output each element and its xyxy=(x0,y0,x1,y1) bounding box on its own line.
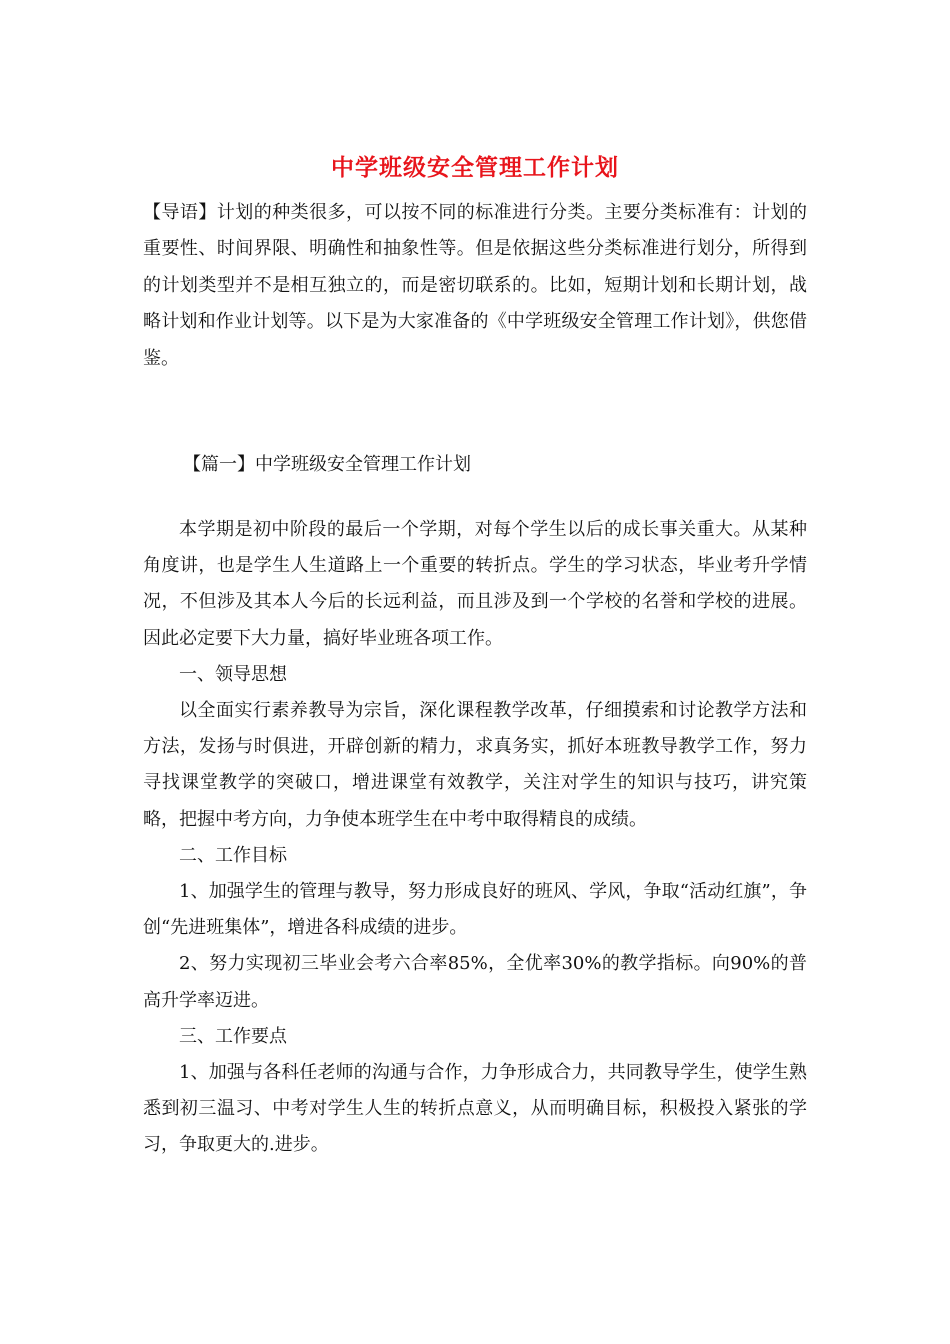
paragraph-opening: 本学期是初中阶段的最后一个学期，对每个学生以后的成长事关重大。从某种角度讲，也是学生人生道路上一个重要的转折点。学生的学习状态，毕业考升学情况，不但涉及其本人今后的长远利益，而且涉及到一个学校的名誉和学校的进展。因此必定要下大力量，搞好毕业班各项工作。 xyxy=(143,519,807,649)
document-title: 中学班级安全管理工作计划 xyxy=(331,154,619,181)
section-heading: 【篇一】中学班级安全管理工作计划 xyxy=(183,454,471,475)
heading-guiding-thought: 一、领导思想 xyxy=(179,663,287,685)
paragraph-point-1: 1、加强与各科任老师的沟通与合作，力争形成合力，共同教导学生，使学生熟悉到初三温习、中考对学生人生的转折点意义，从而明确目标，积极投入紧张的学习，争取更大的.进步。 xyxy=(143,1062,807,1156)
heading-work-goals: 二、工作目标 xyxy=(179,844,287,866)
paragraph-guiding-thought: 以全面实行素养教导为宗旨，深化课程教学改革，仔细摸索和讨论教学方法和方法，发扬与时俱进，开辟创新的精力，求真务实，抓好本班教导教学工作，努力寻找课堂教学的突破口，增进课堂有效教学，关注对学生的知识与技巧，讲究策略，把握中考方向，力争使本班学生在中考中取得精良的成绩。 xyxy=(143,700,807,830)
intro-paragraph: 【导语】计划的种类很多，可以按不同的标准进行分类。主要分类标准有：计划的重要性、时间界限、明确性和抽象性等。但是依据这些分类标准进行划分，所得到的计划类型并不是相互独立的，而是密切联系的。比如，短期计划和长期计划，战略计划和作业计划等。以下是为大家准备的《中学班级安全管理工作计划》，供您借鉴。 xyxy=(143,202,807,369)
heading-work-points: 三、工作要点 xyxy=(179,1025,287,1047)
paragraph-goal-2: 2、努力实现初三毕业会考六合率85%，全优率30%的教学指标。向90%的普高升学率迈进。 xyxy=(143,953,807,1011)
paragraph-goal-1: 1、加强学生的管理与教导，努力形成良好的班风、学风，争取“活动红旗”，争创“先进班集体”，增进各科成绩的进步。 xyxy=(143,881,807,939)
body-content xyxy=(143,512,807,1164)
